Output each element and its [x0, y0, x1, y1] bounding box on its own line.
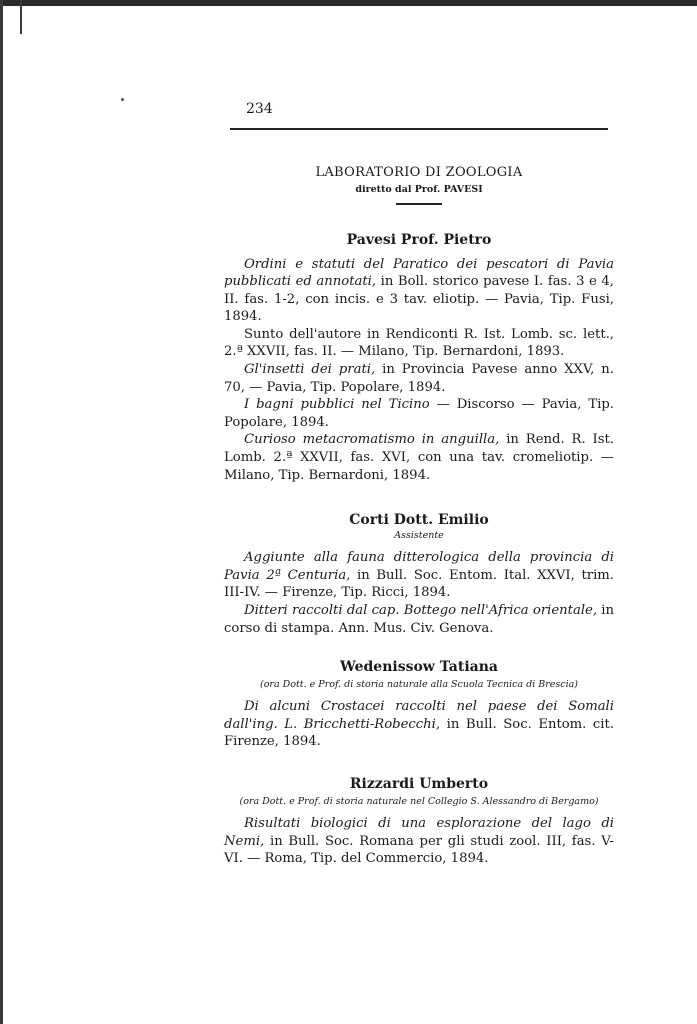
bibliography-entry [224, 698, 614, 751]
entry-list [224, 698, 614, 751]
entry-title: Ordini e statuti del Paratico dei pescatori di Pavia pubblicati ed annotati, [224, 256, 614, 290]
bibliography-entry [224, 815, 614, 868]
entry-title: Di alcuni Crostacei raccolti nel paese dei Somali dall'ing. L. Bricchetti-Robecchi, [224, 699, 614, 732]
entry-details: — Discorso — Pavia, Tip. Popolare, 1894. [224, 397, 614, 430]
author-name: Pavesi Prof. Pietro [346, 231, 492, 248]
author-role: Assistente [394, 530, 444, 542]
entry-list [224, 549, 614, 637]
author-name: Wedenissow Tatiana [340, 659, 498, 676]
bibliography-entry [224, 602, 614, 637]
bibliography-entry [224, 361, 614, 396]
page-content [224, 165, 614, 868]
entry-details: in Bull. Soc. Entom. Ital. XXVI, trim. III-IV. — Firenze, Tip. Ricci, 1894. [224, 567, 614, 601]
entry-title: Curioso metacromatismo in anguilla, [244, 432, 500, 448]
entry-details: Sunto dell'autore in Rendiconti R. Ist. Lomb. sc. lett., 2.ª XXVII, fas. II. — Milano, Tip. Bernardoni, 1893. [224, 326, 614, 360]
section-wedenissow [224, 659, 614, 751]
entry-details: in Boll. storico pavese I. fas. 3 e 4, II. fas. 1-2, con incis. e 3 tav. eliotip. — Pavia, Tip. Fusi, 1894. [224, 274, 614, 325]
header-divider [396, 203, 442, 205]
bibliography-entry [224, 549, 614, 602]
scan-border-left [0, 0, 3, 1024]
author-name: Rizzardi Umberto [349, 775, 489, 792]
scan-mark [20, 0, 22, 34]
entry-title: Ditteri raccolti dal cap. Bottego nell'Africa orientale, [244, 603, 598, 618]
lab-title: LABORATORIO DI ZOOLOGIA [315, 165, 523, 180]
scan-speck [121, 98, 124, 101]
section-rizzardi [224, 776, 614, 868]
section-pavesi [224, 232, 614, 485]
bibliography-entry [224, 431, 614, 484]
author-name: Corti Dott. Emilio [349, 512, 489, 529]
entry-details: in Bull. Soc. Entom. cit. Firenze, 1894. [224, 716, 615, 750]
entry-details: in Bull. Soc. Romana per gli studi zool. III, fas. V-VI. — Roma, Tip. del Commercio, 1894. [224, 833, 614, 867]
entry-title: Aggiunte alla fauna ditterologica della provincia di Pavia 2ª Centuria, [224, 550, 614, 583]
bibliography-entry [224, 326, 614, 361]
entry-title: Risultati biologici di una esplorazione del lago di Nemi, [224, 815, 614, 849]
author-note: (ora Dott. e Prof. di storia naturale nel Collegio S. Alessandro di Bergamo) [239, 795, 599, 807]
bibliography-entry [224, 396, 614, 431]
entry-details: in Rend. R. Ist. Lomb. 2.ª XXVII, fas. XVI, con una tav. cromeliotip. — Milano, Tip. Bernardoni, 1894. [224, 432, 615, 483]
entry-details: in Provincia Pavese anno XXV, n. 70, — Pavia, Tip. Popolare, 1894. [224, 362, 614, 395]
entry-details: in corso di stampa. Ann. Mus. Civ. Genova. [224, 603, 615, 636]
header-rule [230, 128, 608, 130]
bibliography-entry [224, 256, 614, 326]
lab-header [224, 165, 614, 205]
lab-director: diretto dal Prof. PAVESI [355, 184, 483, 195]
scan-border-top [0, 0, 697, 6]
page-number: 234 [246, 101, 273, 117]
entry-list [224, 815, 614, 868]
entry-title: Gl'insetti dei prati, [244, 362, 376, 378]
author-note: (ora Dott. e Prof. di storia naturale alla Scuola Tecnica di Brescia) [260, 679, 578, 691]
section-corti [224, 512, 614, 637]
entry-title: I bagni pubblici nel Ticino [244, 397, 430, 413]
entry-list [224, 256, 614, 485]
